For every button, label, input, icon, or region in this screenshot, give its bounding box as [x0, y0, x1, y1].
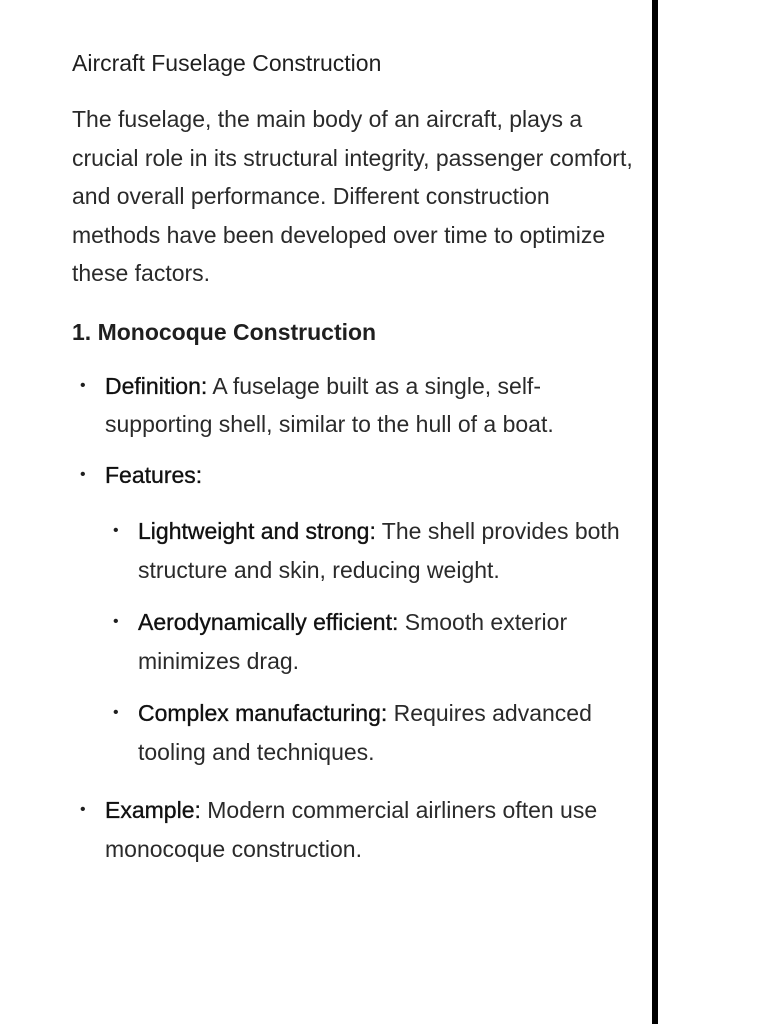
document-title: Aircraft Fuselage Construction	[72, 50, 382, 76]
bullet-icon: •	[80, 801, 86, 818]
features-sublist	[105, 512, 642, 771]
list-item-example	[72, 791, 642, 868]
definition-text: A fuselage built as a single, self-supporting shell, similar to the hull of a boat.	[105, 372, 554, 437]
section-heading-monocoque: 1. Monocoque Construction	[72, 318, 377, 345]
feature-text: Smooth exterior minimizes drag.	[138, 609, 568, 674]
feature-term: Aerodynamically efficient:	[138, 609, 399, 635]
features-term: Features:	[105, 461, 203, 488]
example-term: Example:	[105, 797, 201, 823]
feature-term: Complex manufacturing:	[138, 700, 388, 726]
list-item-features	[72, 456, 642, 772]
feature-text: The shell provides both structure and skin, reducing weight.	[138, 518, 620, 583]
intro-paragraph: The fuselage, the main body of an aircraft, plays a crucial role in its structural integrity, passenger comfort, and overall performance. Different construction methods have been developed over time to optimize these factors.	[72, 106, 633, 286]
feature-item-complex-manufacturing	[105, 694, 642, 771]
list-item-definition	[72, 367, 642, 444]
bullet-icon: •	[113, 704, 119, 721]
feature-item-lightweight	[105, 512, 642, 589]
bullet-icon: •	[80, 465, 86, 483]
feature-item-aerodynamic	[105, 603, 642, 680]
section-bullet-list	[72, 367, 642, 869]
document-content	[72, 46, 642, 868]
feature-term: Lightweight and strong:	[138, 518, 376, 544]
bullet-icon: •	[80, 376, 86, 394]
bullet-icon: •	[113, 522, 119, 539]
example-text: Modern commercial airliners often use monocoque construction.	[105, 797, 598, 862]
bullet-icon: •	[113, 613, 119, 630]
right-blank-area	[658, 0, 768, 1024]
definition-term: Definition:	[105, 372, 208, 399]
feature-text: Requires advanced tooling and techniques.	[138, 700, 592, 765]
